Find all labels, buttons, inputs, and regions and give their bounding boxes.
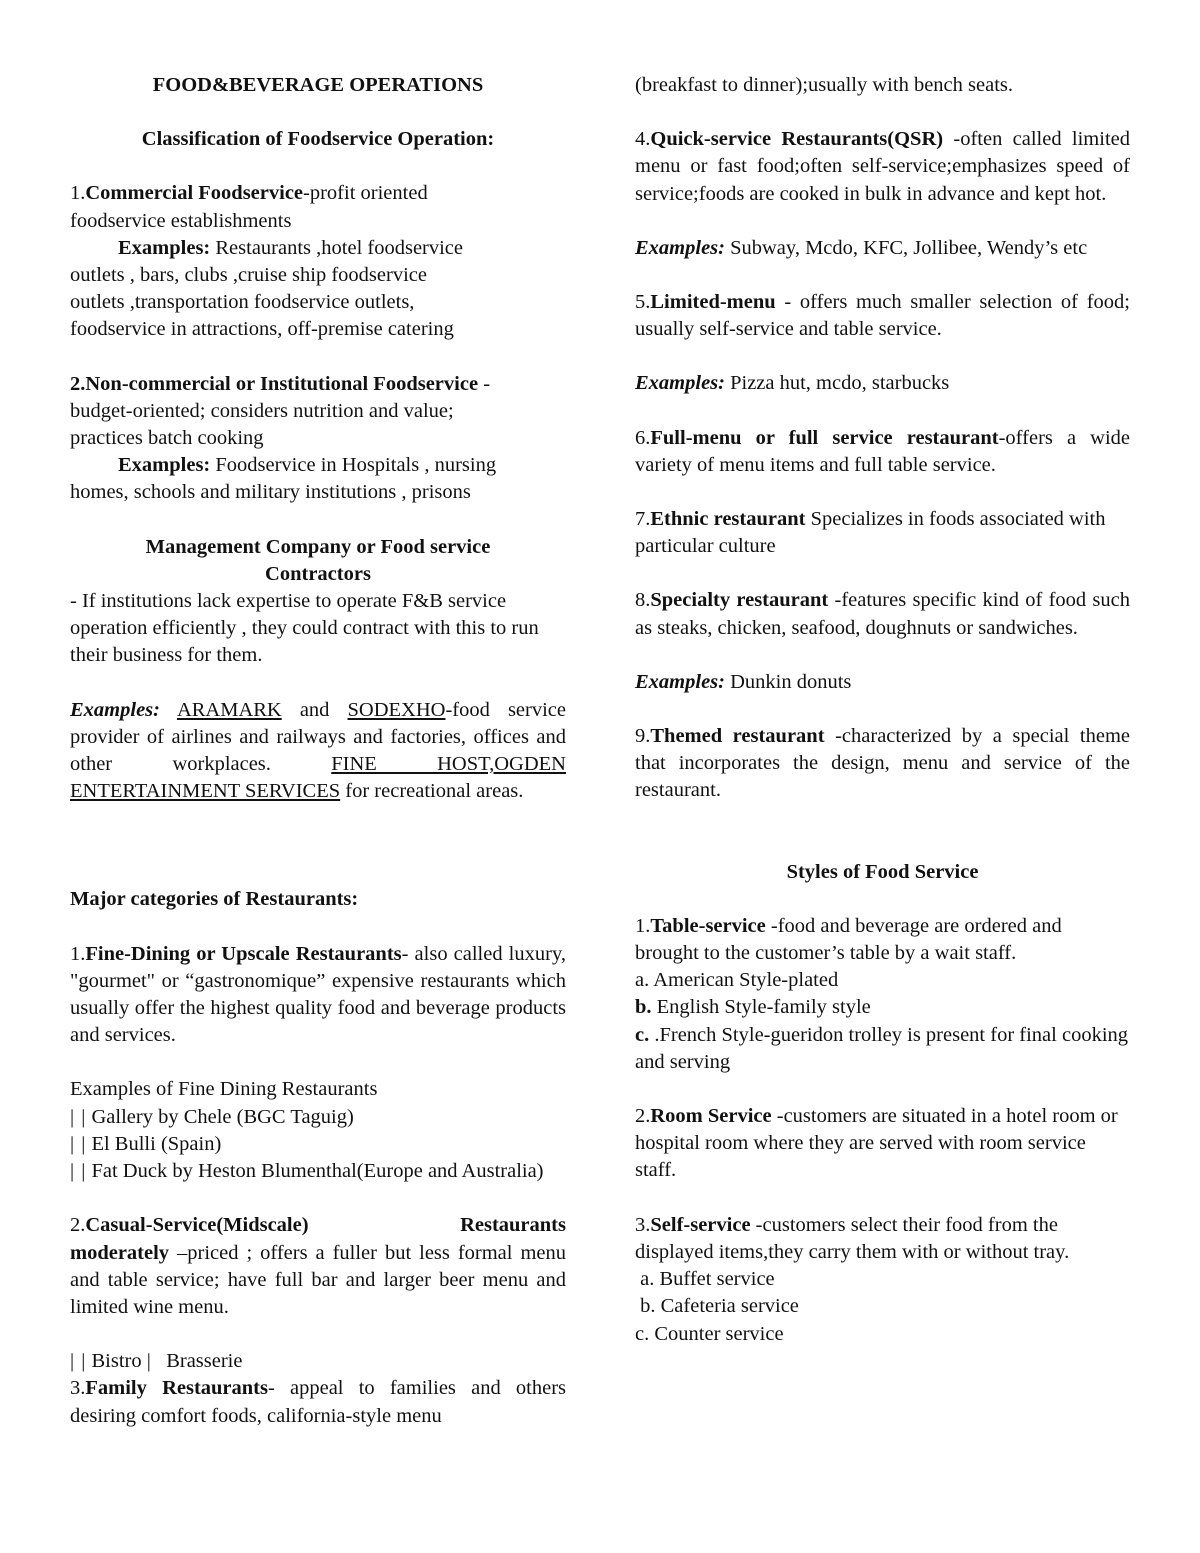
ethnic-desc: 7.Ethnic restaurant Specializes in foods associated with particular culture <box>635 508 1106 558</box>
noncommercial-title: 2.Non-commercial or Institutional Foodservice - <box>70 372 491 395</box>
commercial-desc: foodservice establishments <box>70 209 292 232</box>
commercial-examples-line: foodservice in attractions, off-premise catering <box>70 318 454 341</box>
casual-examples: | | Bistro | Brasserie <box>70 1350 243 1373</box>
list-item: b. Cafeteria service <box>635 1295 799 1318</box>
section-self-service <box>635 1212 1130 1348</box>
list-item: c. Counter service <box>635 1322 784 1345</box>
specialty-examples: Examples: Dunkin donuts <box>635 670 852 693</box>
section-fine-dining <box>70 941 566 1186</box>
specialty-desc: 8.Specialty restaurant -features specific kind of food such as steaks, chicken, seafood, doughnuts or sandwiches. <box>635 589 1130 639</box>
fullmenu-desc: 6.Full-menu or full service restaurant-offers a wide variety of menu items and full table service. <box>635 426 1130 476</box>
section-management <box>70 534 566 806</box>
noncommercial-examples-line: homes, schools and military institutions , prisons <box>70 481 471 504</box>
styles-heading: Styles of Food Service <box>786 860 979 883</box>
section-family <box>70 1375 566 1429</box>
noncommercial-examples: Examples: Foodservice in Hospitals , nursing <box>118 454 497 477</box>
commercial-title: 1.Commercial Foodservice-profit oriented <box>70 182 428 205</box>
left-column <box>70 72 566 1430</box>
noncommercial-desc: budget-oriented; considers nutrition and value; <box>70 399 454 422</box>
qsr-examples: Examples: Subway, Mcdo, KFC, Jollibee, Wendy’s etc <box>635 236 1088 259</box>
classification-heading: Classification of Foodservice Operation: <box>141 128 495 151</box>
casual-desc: moderately –priced ; offers a fuller but less formal menu and table service; have full bar and larger beer menu and limited wine menu. <box>70 1241 566 1318</box>
page-title: FOOD&BEVERAGE OPERATIONS <box>152 74 484 96</box>
section-noncommercial <box>70 371 566 507</box>
section-table-service <box>635 913 1130 1076</box>
self-service-desc: 3.Self-service -customers select their food from the displayed items,they carry them with or without tray. <box>635 1213 1070 1263</box>
fine-dining-examples-heading: Examples of Fine Dining Restaurants <box>70 1078 378 1101</box>
fine-dining-desc: 1.Fine-Dining or Upscale Restaurants- also called luxury, "gourmet" or “gastronomique” expensive restaurants which usually offer the highest quality food and beverage products and services. <box>70 942 566 1047</box>
casual-title: 2.Casual-Service(Midscale) Restaurants <box>70 1214 566 1237</box>
management-desc: - If institutions lack expertise to operate F&B service operation efficiently , they could contract with this to run their business for them. <box>70 590 539 667</box>
section-qsr <box>635 126 1130 262</box>
list-item: | | El Bulli (Spain) <box>70 1132 222 1155</box>
section-commercial <box>70 180 566 343</box>
list-item: c. .French Style-gueridon trolley is present for final cooking and serving <box>635 1023 1129 1073</box>
section-specialty <box>635 587 1130 696</box>
commercial-examples-line: outlets , bars, clubs ,cruise ship foodservice <box>70 264 427 287</box>
section-casual <box>70 1212 566 1375</box>
section-limited <box>635 289 1130 398</box>
noncommercial-desc: practices batch cooking <box>70 427 264 450</box>
family-desc: 3.Family Restaurants- appeal to families and others desiring comfort foods, california-style menu <box>70 1377 566 1427</box>
commercial-examples: Examples: Restaurants ,hotel foodservice <box>118 236 464 259</box>
list-item: a. American Style-plated <box>635 969 839 992</box>
list-item: b. English Style-family style <box>635 996 871 1019</box>
management-heading: Contractors <box>265 562 371 585</box>
commercial-examples-line: outlets ,transportation foodservice outlets, <box>70 291 415 314</box>
section-fullmenu <box>635 425 1130 479</box>
limited-examples: Examples: Pizza hut, mcdo, starbucks <box>635 372 950 395</box>
themed-desc: 9.Themed restaurant -characterized by a special theme that incorporates the design, menu and service of the restaurant. <box>635 725 1130 802</box>
list-item: | | Gallery by Chele (BGC Taguig) <box>70 1105 354 1128</box>
management-examples: Examples: ARAMARK and SODEXHO-food service provider of airlines and railways and factories, offices and other workplaces. FINE HOST,OGDEN ENTERTAINMENT SERVICES for recreational areas. <box>70 698 567 803</box>
section-themed <box>635 723 1130 805</box>
section-ethnic <box>635 506 1130 560</box>
management-heading: Management Company or Food service <box>145 535 491 558</box>
qsr-desc: 4.Quick-service Restaurants(QSR) -often called limited menu or fast food;often self-service;emphasizes speed of service;foods are cooked in bulk in advance and kept hot. <box>635 128 1130 205</box>
major-categories-heading: Major categories of Restaurants: <box>70 888 359 911</box>
right-column <box>635 72 1130 1348</box>
limited-desc: 5.Limited-menu - offers much smaller selection of food; usually self-service and table service. <box>635 291 1130 341</box>
family-desc-continued: (breakfast to dinner);usually with bench seats. <box>635 74 1013 96</box>
list-item: a. Buffet service <box>635 1268 775 1291</box>
room-service-desc: 2.Room Service -customers are situated in a hotel room or hospital room where they are served with room service staff. <box>635 1105 1118 1182</box>
section-room-service <box>635 1103 1130 1185</box>
table-service-desc: 1.Table-service -food and beverage are ordered and brought to the customer’s table by a wait staff. <box>635 914 1062 965</box>
list-item: | | Fat Duck by Heston Blumenthal(Europe and Australia) <box>70 1160 544 1183</box>
